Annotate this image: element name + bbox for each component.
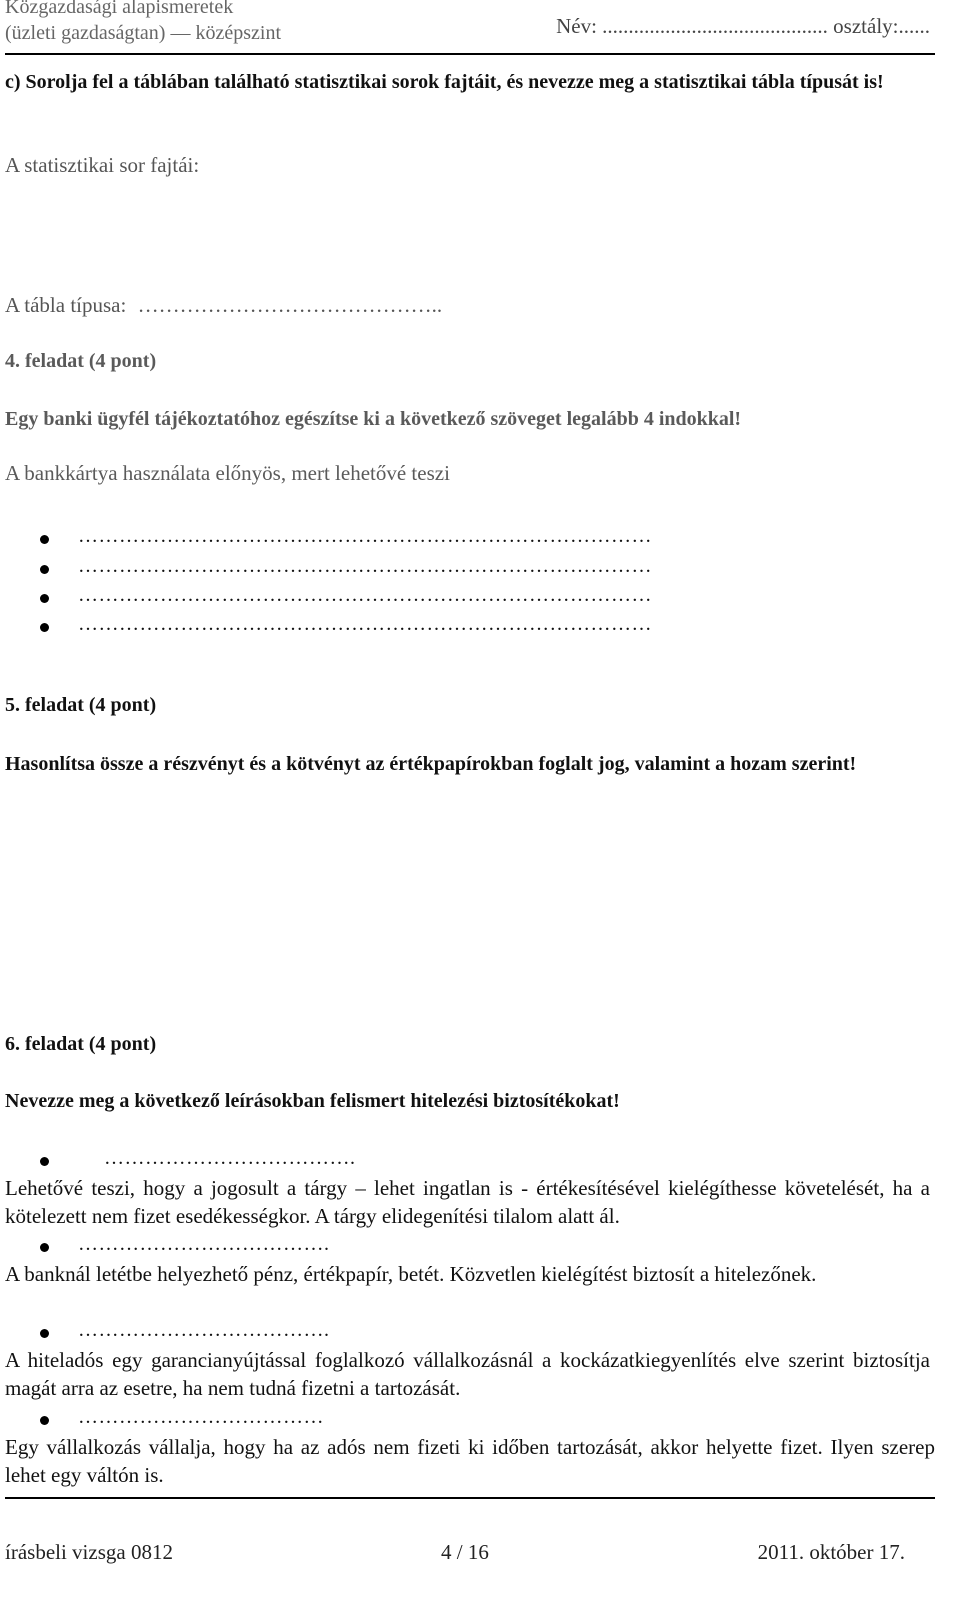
task4-blank-3: …………………………………………………………………………: [78, 584, 652, 606]
task6-blank-3: ……………………………….: [78, 1319, 330, 1341]
name-class-field: Név: ........................................... osztály:......: [556, 14, 930, 38]
task4-blank-4: …………………………………………………………………………: [78, 613, 652, 635]
series-label: A statisztikai sor fajtái:: [5, 153, 200, 177]
bullet-icon: [40, 535, 49, 544]
task4-blank-2: …………………………………………………………………………: [78, 555, 652, 577]
footer-rule: [5, 1497, 935, 1499]
task6-blank-2: ……………………………….: [78, 1233, 330, 1255]
task6-description-2: A banknál letétbe helyezhető pénz, értékpapír, betét. Közvetlen kielégítést biztosít a hitelezőnek.: [5, 1262, 817, 1286]
table-type-label: A tábla típusa:: [5, 293, 127, 317]
header-rule: [5, 53, 935, 55]
task6-blank-1: ……………………………….: [104, 1147, 356, 1169]
table-type-line: [5, 293, 442, 318]
subject-title: Közgazdasági alapismeretek: [5, 0, 234, 18]
task6-instruction: Nevezze meg a következő leírásokban felismert hitelezési biztosítékokat!: [5, 1090, 620, 1112]
bullet-icon: [40, 1157, 49, 1166]
task3c-question: c) Sorolja fel a táblában található statisztikai sorok fajtáit, és nevezze meg a statisztikai tábla típusát is!: [5, 71, 884, 93]
table-type-blank: ……………………………………..: [137, 293, 443, 317]
task4-instruction: Egy banki ügyfél tájékoztatóhoz egészítse ki a következő szöveget legalább 4 indokkal!: [5, 408, 742, 430]
bullet-icon: [40, 1416, 49, 1425]
bullet-icon: [40, 623, 49, 632]
task4-title: 4. feladat (4 pont): [5, 350, 157, 372]
bullet-icon: [40, 594, 49, 603]
bullet-icon: [40, 1243, 49, 1252]
bullet-icon: [40, 565, 49, 574]
task5-instruction: Hasonlítsa össze a részvényt és a kötvényt az értékpapírokban foglalt jog, valamint a hozam szerint!: [5, 753, 857, 775]
page-number: 4 / 16: [441, 1540, 489, 1564]
task6-description-3: A hiteladós egy garancianyújtással foglalkozó vállalkozásnál a kockázatkiegyenlítés elve szerint biztosítja magát arra az esetre, ha nem tudná fizetni a tartozását.: [5, 1348, 930, 1400]
footer-date: 2011. október 17.: [757, 1540, 905, 1564]
task6-description-1: Lehetővé teszi, hogy a jogosult a tárgy – lehet ingatlan is - értékesítésével kielégíthesse követelését, ha a kötelezett nem fizet esedékességkor. A tárgy elidegenítési tilalom alatt ál.: [5, 1176, 930, 1228]
task4-blank-1: …………………………………………………………………………: [78, 525, 652, 547]
task4-lead: A bankkártya használata előnyös, mert lehetővé teszi: [5, 461, 450, 485]
task5-title: 5. feladat (4 pont): [5, 694, 157, 716]
task6-blank-4: ………………………………: [78, 1406, 324, 1428]
footer-exam-code: írásbeli vizsga 0812: [5, 1540, 173, 1564]
task6-description-4: Egy vállalkozás vállalja, hogy ha az adós nem fizeti ki időben tartozását, akkor helyette fizet. Ilyen szerep lehet egy váltón is.: [5, 1435, 935, 1487]
bullet-icon: [40, 1329, 49, 1338]
subject-level: (üzleti gazdaságtan) — középszint: [5, 22, 281, 44]
task6-title: 6. feladat (4 pont): [5, 1033, 157, 1055]
